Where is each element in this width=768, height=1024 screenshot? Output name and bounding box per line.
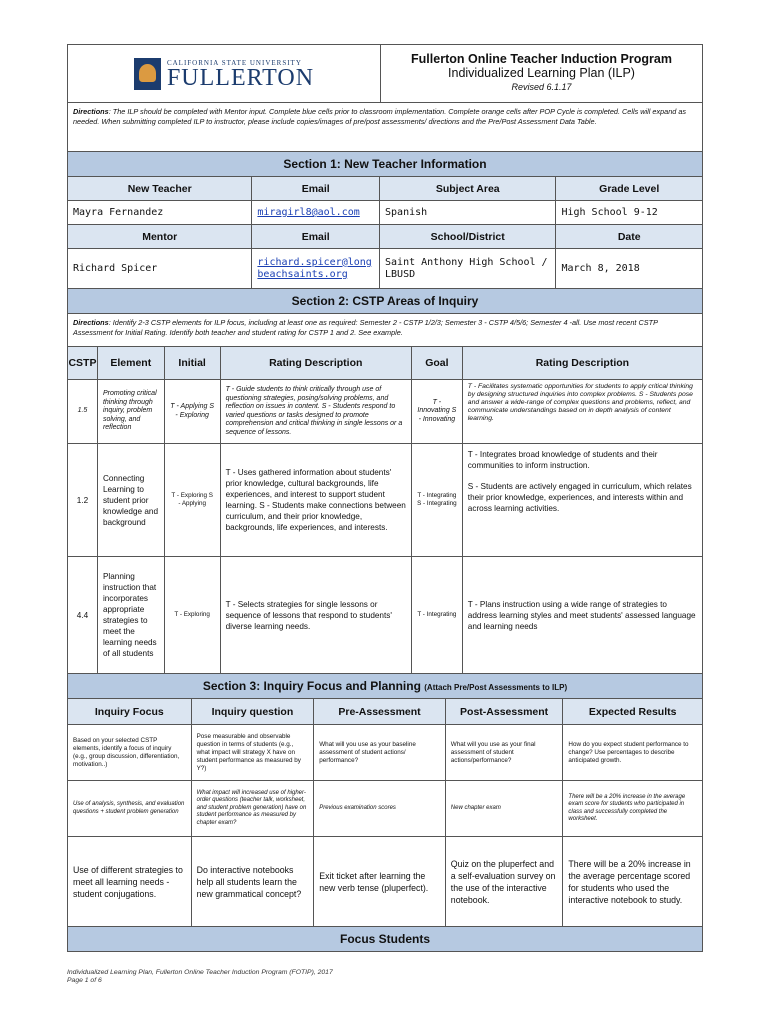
grade-level: High School 9-12	[561, 207, 658, 218]
directions-label: Directions	[73, 107, 109, 116]
cstp-initial: T - Exploring	[165, 557, 221, 673]
teacher-email-link[interactable]: miragirl8@aol.com	[252, 201, 380, 224]
example-post-assessment: New chapter exam	[446, 781, 564, 836]
header-expected-results: Expected Results	[588, 705, 677, 718]
directions-row	[68, 103, 702, 152]
section1-column-headers	[68, 177, 702, 201]
header-grade-level: Grade Level	[599, 182, 660, 195]
answer-pre-assessment: Exit ticket after learning the new verb tense (pluperfect).	[314, 837, 446, 926]
focus-students-title: Focus Students	[339, 932, 430, 946]
directions-body: : The ILP should be completed with Mentor input. Complete blue cells prior to classroom implementation. Complete orange cells after POP Cycle is completed. Cells will expand as needed. When submitting completed ILP to instructor, please include copies/images of pre/post assessments/ directions and the Pre/Post Assessment Data Table.	[73, 107, 687, 126]
inquiry-example-row	[68, 781, 702, 837]
cstp-column-headers	[68, 347, 702, 380]
inquiry-answer-row	[68, 837, 702, 927]
cstp-example-row	[68, 380, 702, 444]
header-post-assessment: Post-Assessment	[446, 699, 564, 724]
goal-rating-student: S - Students are actively engaged in curriculum, which relates their prior knowledge, experiences, and interests within and across learning activities.	[467, 482, 692, 513]
answer-inquiry-focus: Use of different strategies to meet all learning needs - student conjugations.	[68, 837, 192, 926]
page-number: Page 1 of 6	[67, 977, 102, 984]
tree-seal-icon	[134, 58, 161, 90]
example-goal: T - Innovating S - Innovating	[412, 380, 463, 443]
cstp-row	[68, 444, 702, 557]
example-cstp: 1.5	[68, 380, 98, 443]
prompt-inquiry-question: Pose measurable and observable question in terms of students (e.g., what impact will strategy X have on student performance as measured by Y?)	[192, 725, 315, 780]
section3-title-note: (Attach Pre/Post Assessments to ILP)	[424, 683, 568, 692]
header-mentor: Mentor	[68, 225, 252, 248]
page-footer	[67, 969, 333, 985]
example-element: Promoting critical thinking through inquiry, problem solving, and reflection	[98, 380, 165, 443]
section2-directions-row	[68, 314, 702, 347]
header-pre-assessment: Pre-Assessment	[314, 699, 446, 724]
focus-students-header	[68, 927, 702, 952]
example-rating: T - Guide students to think critically through use of questioning strategies, posing/solving problems, and reflection on issues in content. S - Students respond to varied questions or tasks designed to promote comprehension and critical thinking in single lessons or a sequence of lessons.	[221, 380, 412, 443]
csuf-logo	[134, 58, 314, 90]
header-goal-rating-description: Rating Description	[535, 357, 630, 369]
header-subject-area: Subject Area	[380, 177, 556, 200]
header-element: Element	[98, 347, 165, 379]
goal-rating-teacher: T - Integrates broad knowledge of students and their communities to inform instruction.	[467, 450, 658, 470]
inquiry-prompts-row	[68, 725, 702, 781]
prompt-post-assessment: What will you use as your final assessment of student actions/performance?	[446, 725, 564, 780]
document-subtitle: Individualized Learning Plan (ILP)	[448, 66, 635, 80]
title-area	[381, 45, 702, 102]
cstp-row	[68, 557, 702, 674]
cstp-number: 1.2	[68, 444, 98, 556]
logo-university: CALIFORNIA STATE UNIVERSITY	[166, 58, 302, 67]
cstp-goal: T - Integrating S - Integrating	[412, 444, 463, 556]
revision-date: Revised 6.1.17	[511, 82, 572, 92]
date-value: March 8, 2018	[561, 263, 640, 274]
subject-area: Spanish	[380, 201, 556, 224]
cstp-element: Planning instruction that incorporates appropriate strategies to meet the learning needs of all students	[98, 557, 165, 673]
header-school-district: School/District	[380, 225, 556, 248]
footer-citation: Individualized Learning Plan, Fullerton Online Teacher Induction Program (FOTIP), 2017	[67, 969, 333, 976]
section2-directions	[68, 314, 702, 346]
answer-inquiry-question: Do interactive notebooks help all students learn the new grammatical concept?	[192, 837, 315, 926]
mentor-info-row	[68, 249, 702, 289]
cstp-rating: T - Uses gathered information about students' prior knowledge, cultural backgrounds, life experiences, and interest to support student learning. S - Students make connections between curriculum, and their prior knowledge, backgrounds, life experiences, and interests.	[221, 444, 412, 556]
header-rating-description: Rating Description	[221, 347, 412, 379]
header-initial: Initial	[165, 347, 221, 379]
section2-header	[68, 289, 702, 314]
cstp-goal-rating: T - Plans instruction using a wide range of strategies to address learning styles and meet students' assessed language and learning needs	[467, 599, 696, 631]
school-district: Saint Anthony High School / LBUSD	[380, 249, 556, 288]
cstp-element: Connecting Learning to student prior knowledge and background	[98, 444, 165, 556]
example-expected-results: There will be a 20% increase in the average exam score for students who participated in class and successfully completed the worksheet.	[568, 793, 686, 822]
mentor-name: Richard Spicer	[68, 249, 252, 288]
teacher-info-row	[68, 201, 702, 225]
section1-header	[68, 152, 702, 177]
document-header	[68, 45, 702, 103]
header-date: Date	[617, 230, 641, 243]
logo-area	[68, 45, 381, 102]
example-pre-assessment: Previous examination scores	[314, 781, 446, 836]
header-inquiry-focus: Inquiry Focus	[68, 699, 192, 724]
section3-header	[68, 674, 702, 699]
section3-title-text: Section 3: Inquiry Focus and Planning	[202, 679, 421, 693]
document-title: Fullerton Online Teacher Induction Program	[411, 52, 672, 66]
header-email: Email	[252, 177, 380, 200]
logo-name: FULLERTON	[166, 64, 315, 91]
ilp-document	[67, 44, 703, 952]
cstp-number: 4.4	[68, 557, 98, 673]
header-mentor-email: Email	[252, 225, 380, 248]
prompt-inquiry-focus: Based on your selected CSTP elements, identify a focus of inquiry (e.g., group discussion, differentiation, motivation..)	[68, 725, 192, 780]
cstp-initial: T - Exploring S - Applying	[165, 444, 221, 556]
answer-expected-results: There will be a 20% increase in the average percentage scored for students who used the interactive notebook to study.	[568, 858, 691, 905]
mentor-column-headers	[68, 225, 702, 249]
section2-directions-label: Directions	[73, 318, 109, 327]
prompt-expected-results: How do you expect student performance to change? Use percentages to describe anticipated growth.	[568, 740, 689, 764]
inquiry-column-headers	[68, 699, 702, 725]
mentor-email-link[interactable]: richard.spicer@longbeachsaints.org	[252, 249, 380, 288]
teacher-name: Mayra Fernandez	[68, 201, 252, 224]
cstp-rating: T - Selects strategies for single lessons or sequence of lessons that respond to students' diverse learning needs.	[221, 557, 412, 673]
section3-title	[68, 676, 702, 696]
section2-title: Section 2: CSTP Areas of Inquiry	[291, 294, 479, 308]
example-inquiry-question: What impact will increased use of higher-order questions (teacher talk, worksheet, and student problem generation) have on student performance as measured by chapter exam?	[192, 781, 315, 836]
example-inquiry-focus: Use of analysis, synthesis, and evaluation questions + student problem generation	[68, 781, 192, 836]
prompt-pre-assessment: What will you use as your baseline assessment of student actions/ performance?	[314, 725, 446, 780]
answer-post-assessment: Quiz on the pluperfect and a self-evaluation survey on the use of the interactive notebook.	[446, 837, 564, 926]
example-goal-rating: T - Facilitates systematic opportunities for students to apply critical thinking by designing structured inquiries into complex problems. S - Students pose and answer a wide-range of complex questions and problems, reflect, and communicate understandings based on in depth analysis of content learning.	[467, 383, 693, 422]
header-goal: Goal	[412, 347, 463, 379]
example-initial: T - Applying S - Exploring	[165, 380, 221, 443]
header-inquiry-question: Inquiry question	[192, 699, 315, 724]
header-cstp: CSTP	[68, 347, 98, 379]
directions-text	[68, 103, 702, 151]
section1-title: Section 1: New Teacher Information	[283, 157, 487, 171]
cstp-goal-rating	[463, 444, 702, 556]
header-new-teacher: New Teacher	[68, 177, 252, 200]
cstp-goal: T - Integrating	[412, 557, 463, 673]
section2-directions-body: : Identify 2-3 CSTP elements for ILP focus, including at least one as required: Semester 2 - CSTP 1/2/3; Semester 3 - CSTP 4/5/6; Semester 4 -all. Use most recent CSTP Assessment for Initial Rating. Identify both teacher and student rating for CSTP 1 and 2. See example.	[73, 318, 658, 337]
